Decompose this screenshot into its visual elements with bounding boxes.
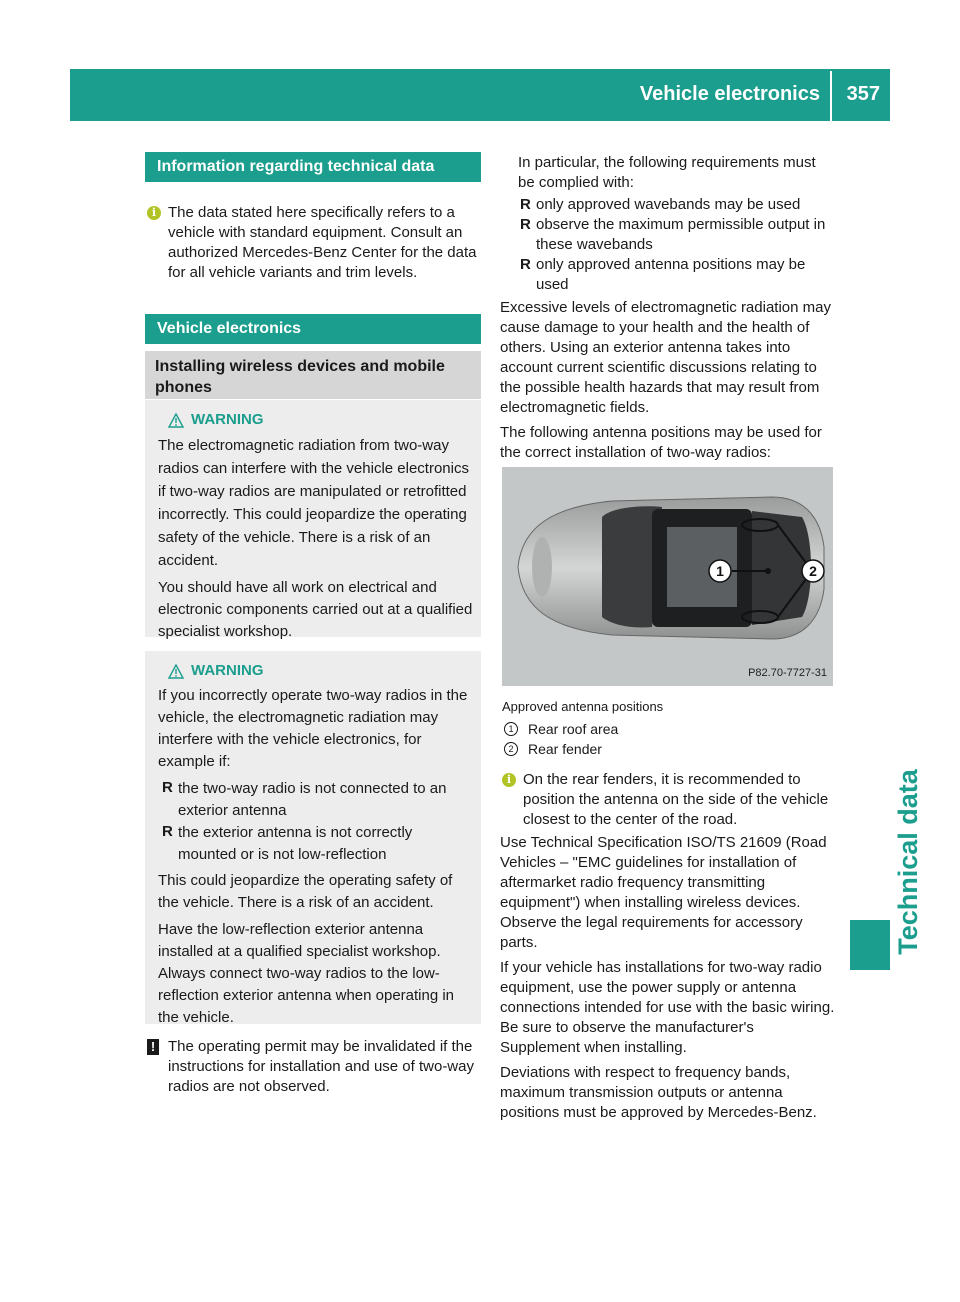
bullet-marker: R [520,216,531,233]
body-paragraph: Use Technical Specification ISO/TS 21609 (Road Vehicles – "EMC guidelines for installation of aftermarket radio frequency transmitting equipment") when installing wireless devices. Observe the legal requirements for accessory parts. [500,834,827,951]
info-note-text: The data stated here specifically refers to a vehicle with standard equipment. Consult an authorized Mercedes-Benz Center for the data for all vehicle variants and trim levels. [168,204,477,281]
bullet-marker: R [520,256,531,273]
warning-title: WARNING [191,662,264,679]
exclamation-icon: ! [147,1039,159,1055]
caption-item [502,739,836,759]
caption-text: Rear roof area [528,721,619,737]
page-header [70,69,890,121]
caption-text: Rear fender [528,741,602,757]
info-note [145,203,481,283]
header-divider [830,71,832,121]
warning-box-2 [145,651,481,1024]
caution-note-text: The operating permit may be invalidated if the instructions for installation and use of two-way radios are not observed. [168,1038,474,1095]
caution-note [145,1037,481,1097]
bullet-marker: R [162,779,173,796]
warning-text: Have the low-reflection exterior antenna installed at a qualified specialist workshop. Always connect two-way radios to the low-reflection exterior antenna when operating in the vehicle. [158,921,455,1026]
warning-text: If you incorrectly operate two-way radios in the vehicle, the electromagnetic radiation may interfere with the vehicle electronics, for example if: [158,687,468,770]
warning-triangle-icon [168,664,184,679]
body-paragraph: Deviations with respect to frequency bands, maximum transmission outputs or antenna positions must be approved by Mercedes-Benz. [500,1064,817,1121]
warning-text: The electromagnetic radiation from two-way radios can interfere with the vehicle electronics if two-way radios are manipulated or retrofitted incorrectly. This could jeopardize the operating safety of the vehicle. There is a risk of an accident. [158,437,469,569]
callout-number: 1 [504,722,518,736]
list-item-text: only approved antenna positions may be used [536,256,806,293]
list-item-text: observe the maximum permissible output in these wavebands [536,216,826,253]
list-item-text: the two-way radio is not connected to an exterior antenna [178,780,447,819]
bullet-marker: R [520,196,531,213]
info-icon: i [502,773,516,787]
callout-number-2: 2 [809,563,817,579]
warning-title: WARNING [191,411,264,428]
caption-item [502,719,836,739]
body-paragraph: The following antenna positions may be used for the correct installation of two-way radios: [500,424,822,461]
section-heading: Vehicle electronics [145,314,481,344]
list-item [500,195,836,215]
list-item-text: the exterior antenna is not correctly mounted or is not low-reflection [178,824,413,863]
figure-caption-block [500,697,836,759]
subsection-heading: Installing wireless devices and mobile phones [145,351,481,399]
info-note-text: On the rear fenders, it is recommended to position the antenna on the side of the vehicle closest to the center of the road. [523,771,829,828]
warning-box-1 [145,400,481,640]
info-icon: i [147,206,161,220]
callout-number-1: 1 [716,563,724,579]
body-paragraph: Excessive levels of electromagnetic radiation may cause damage to your health and the health of others. Using an exterior antenna takes into account current scientific discussions relating to the possible health hazards that may result from electromagnetic fields. [500,299,831,416]
right-body-lower [500,833,836,1128]
list-item [500,215,836,255]
list-item [500,255,836,295]
figure-caption-title: Approved antenna positions [502,699,664,714]
side-tab-label: Technical data [893,769,923,955]
body-paragraph: If your vehicle has installations for two-way radio equipment, use the power supply or antenna connections intended for use with the basic wiring. Be sure to observe the manufacturer's Supplement when installing. [500,959,835,1056]
chapter-title: Vehicle electronics [639,83,820,105]
list-item [158,822,473,866]
list-item-text: only approved wavebands may be used [536,196,801,213]
bullet-marker: R [162,823,173,840]
intro-text: In particular, the following requirements must be complied with: [518,154,816,191]
callout-number: 2 [504,742,518,756]
vehicle-antenna-figure [502,467,833,686]
info-heading: Information regarding technical data [145,152,481,182]
figure-id-label: P82.70-7727-31 [748,667,827,679]
right-column [500,153,836,468]
side-tab-marker [850,920,890,970]
list-item [158,778,473,822]
warning-triangle-icon [168,413,184,428]
car-top-view-illustration [502,467,833,686]
right-info-note [500,770,836,830]
page-number: 357 [846,83,880,105]
warning-text: This could jeopardize the operating safety of the vehicle. There is a risk of an accident. [158,872,453,911]
warning-text: You should have all work on electrical and electronic components carried out at a qualified specialist workshop. [158,579,473,640]
